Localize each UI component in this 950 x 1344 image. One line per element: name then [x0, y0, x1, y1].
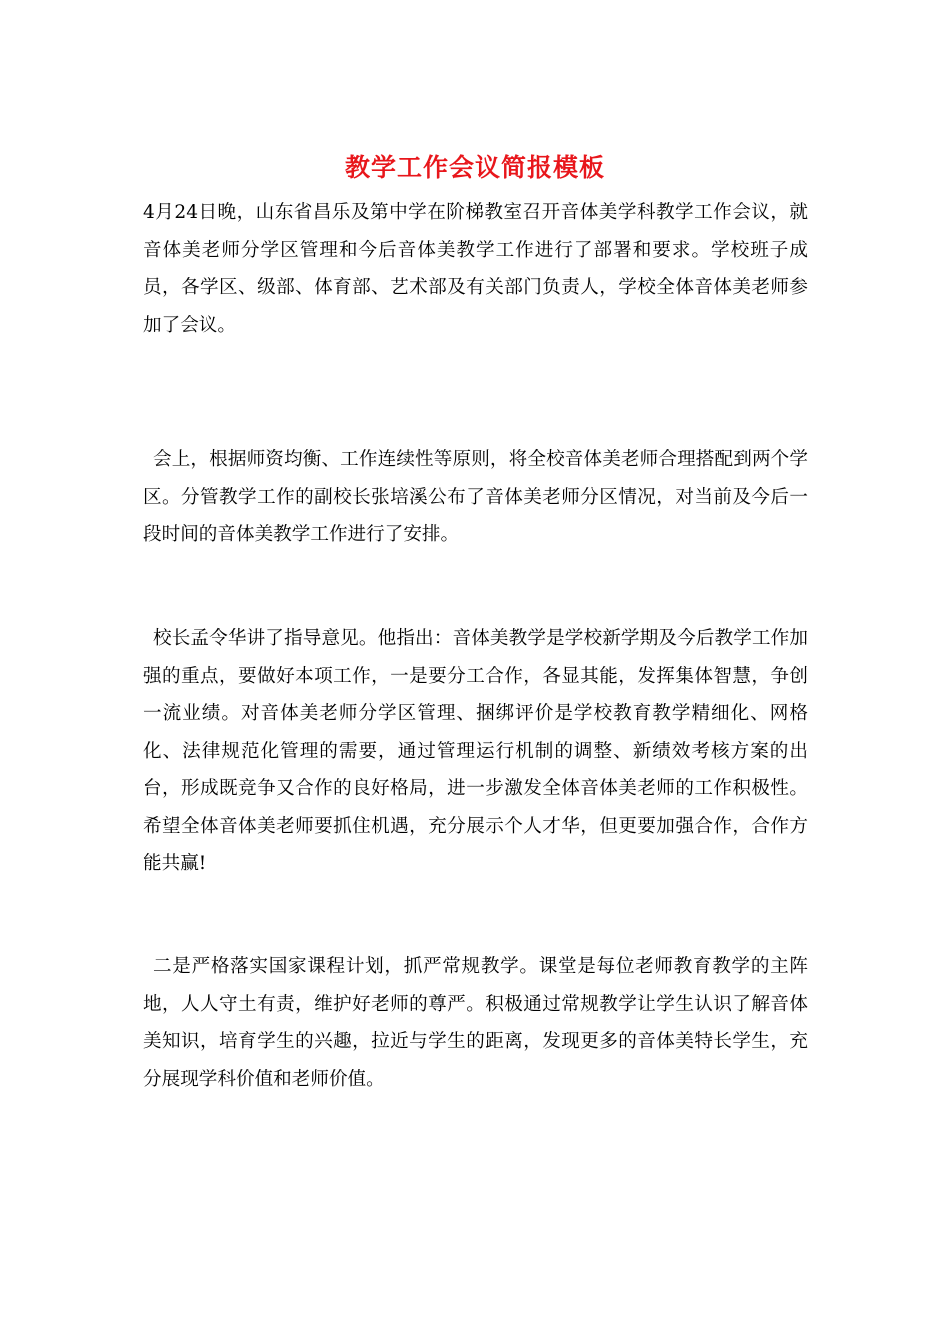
paragraph-meeting: 会上，根据师资均衡、工作连续性等原则，将全校音体美老师合理搭配到两个学区。分管教学工作的副校长张培溪公布了音体美老师分区情况，对当前及今后一段时间的音体美教学工作进行了安排。: [143, 449, 808, 545]
paragraph-principal: 校长孟令华讲了指导意见。他指出：音体美教学是学校新学期及今后教学工作加强的重点，要做好本项工作，一是要分工合作，各显其能，发挥集体智慧，争创一流业绩。对音体美老师分学区管理、捆绑评价是学校教育教学精细化、网格化、法律规范化管理的需要，通过管理运行机制的调整、新绩效考核方案的出台，形成既竞争又合作的良好格局，进一步激发全体音体美老师的工作积极性。希望全体音体美老师要抓住机遇，充分展示个人才华，但更要加强合作，合作方能共赢!: [143, 628, 808, 874]
paragraph-intro: 4月24日晚，山东省昌乐及第中学在阶梯教室召开音体美学科教学工作会议，就音体美老师分学区管理和今后音体美教学工作进行了部署和要求。学校班子成员，各学区、级部、体育部、艺术部及有关部门负责人，学校全体音体美老师参加了会议。: [143, 202, 808, 336]
document-title: 教学工作会议简报模板: [344, 153, 605, 182]
paragraph-second-point: 二是严格落实国家课程计划，抓严常规教学。课堂是每位老师教育教学的主阵地，人人守土有责，维护好老师的尊严。积极通过常规教学让学生认识了解音体美知识，培育学生的兴趣，拉近与学生的距离，发现更多的音体美特长学生，充分展现学科价值和老师价值。: [143, 956, 808, 1090]
